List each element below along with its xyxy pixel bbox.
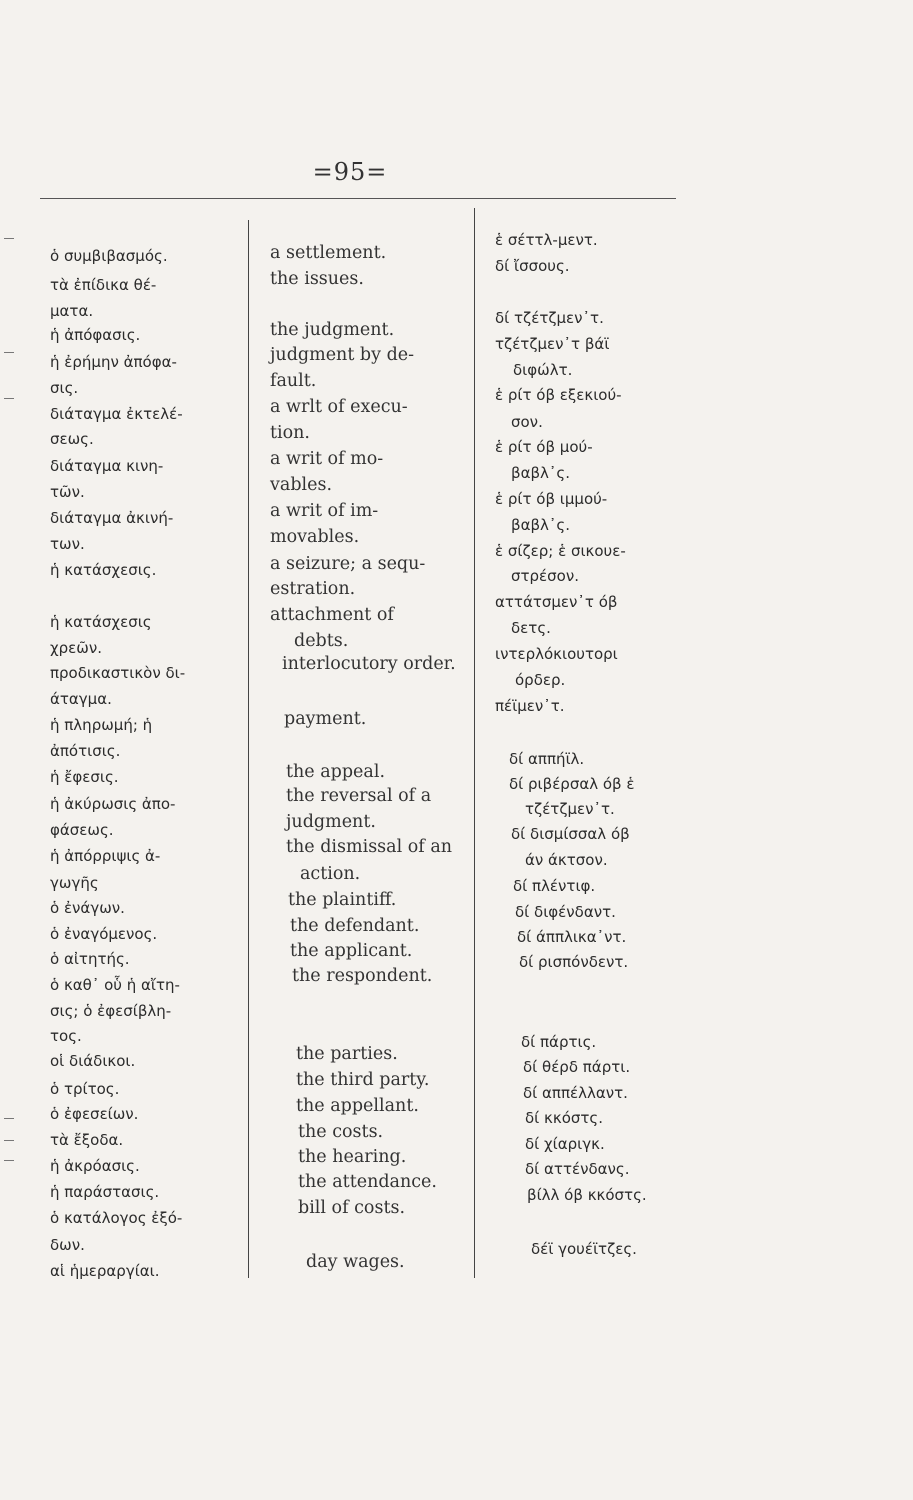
english-line: payment. — [284, 709, 367, 729]
translit-line: διφώλτ. — [513, 361, 573, 379]
translit-line: δετς. — [511, 619, 551, 637]
greek-line: φάσεως. — [50, 821, 114, 839]
greek-line: ὁ ἐνάγων. — [50, 899, 125, 917]
greek-line: ἡ ἔφεσις. — [50, 768, 119, 786]
translit-line: δί ρισπόνδεντ. — [519, 953, 629, 971]
greek-line: ἡ παράστασις. — [50, 1183, 160, 1201]
translit-line: δί θέρδ πάρτι. — [523, 1058, 631, 1076]
translit-line: ιντερλόκιουτορι — [495, 645, 618, 663]
translit-line: δί άππλικα᾽ντ. — [517, 928, 627, 946]
english-line: attachment of — [270, 605, 394, 625]
english-line: movables. — [270, 527, 360, 547]
translit-line: βίλλ όβ κκόστς. — [527, 1186, 647, 1204]
column-divider-left — [248, 220, 249, 1278]
translit-line: δί πάρτις. — [521, 1033, 597, 1051]
greek-line: διάταγμα ἐκτελέ- — [50, 405, 183, 423]
english-line: the parties. — [296, 1044, 398, 1064]
english-line: judgment. — [286, 812, 376, 832]
translit-line: δί δισμίσσαλ όβ — [511, 825, 630, 843]
english-line: judgment by de- — [270, 345, 415, 365]
greek-line: ἡ ἀπόρριψις ἀ- — [50, 847, 161, 865]
translit-line: βαβλ᾽ς. — [511, 464, 570, 482]
english-line: estration. — [270, 579, 356, 599]
greek-line: ἡ πληρωμή; ἡ — [50, 716, 153, 734]
greek-line: άταγμα. — [50, 690, 112, 708]
greek-line: ἡ ἀπόφασις. — [50, 326, 141, 344]
translit-line: στρέσον. — [511, 567, 579, 585]
greek-line: σις; ὁ ἐφεσίβλη- — [50, 1002, 172, 1020]
translit-line: δί αππήϊλ. — [509, 750, 585, 768]
english-line: the hearing. — [298, 1147, 407, 1167]
header-rule — [40, 198, 676, 199]
greek-line: ἡ ἀκρόασις. — [50, 1157, 140, 1175]
english-line: the reversal of a — [286, 786, 432, 806]
greek-line: προδικαστικὸν δι- — [50, 664, 186, 682]
greek-line: τὰ ἔξοδα. — [50, 1131, 124, 1149]
english-line: a writ of mo- — [270, 449, 384, 469]
greek-line: ὁ συμβιβασμός. — [50, 247, 168, 265]
english-line: a wrlt of execu- — [270, 397, 408, 417]
translit-line: τζέτζμεν᾽τ. — [525, 800, 615, 818]
english-line: fault. — [270, 371, 317, 391]
greek-line: διάταγμα κινη- — [50, 457, 164, 475]
greek-line: τῶν. — [50, 483, 85, 501]
translit-line: τζέτζμεν᾽τ βάϊ — [495, 335, 610, 353]
translit-line: δί κκόστς. — [525, 1109, 603, 1127]
translit-line: δί χίαριγκ. — [525, 1135, 605, 1153]
translit-line: ἑ ρίτ όβ ιμμού- — [495, 490, 608, 508]
translit-line: ἑ ρίτ όβ μού- — [495, 438, 593, 456]
english-line: the costs. — [298, 1122, 384, 1142]
column-divider-right — [474, 208, 475, 1278]
translit-line: δί ριβέρσαλ όβ ἑ — [509, 775, 635, 793]
translit-line: δέϊ γουέϊτζες. — [531, 1240, 637, 1258]
english-line: the appeal. — [286, 762, 386, 782]
english-line: the third party. — [296, 1070, 430, 1090]
translit-line: ἑ σέττλ-μεντ. — [495, 231, 598, 249]
english-line: a writ of im- — [270, 501, 379, 521]
greek-line: ὁ καθ᾽ οὗ ἡ αἴτη- — [50, 976, 180, 994]
greek-line: ματα. — [50, 302, 94, 320]
greek-line: ὁ ἐφεσείων. — [50, 1105, 139, 1123]
english-line: the judgment. — [270, 320, 395, 340]
english-line: the defendant. — [290, 916, 420, 936]
translit-line: δί πλέντιφ. — [513, 877, 596, 895]
english-line: a settlement. — [270, 243, 387, 263]
greek-line: σεως. — [50, 430, 94, 448]
translit-line: σον. — [511, 413, 543, 431]
greek-line: τὰ ἐπίδικα θέ- — [50, 276, 157, 294]
greek-line: γωγῆς — [50, 874, 99, 892]
greek-line: τος. — [50, 1027, 82, 1045]
translit-line: δί αττένδανς. — [525, 1160, 630, 1178]
greek-line: ἡ ἀκύρωσις ἀπο- — [50, 795, 176, 813]
english-line: a seizure; a sequ- — [270, 554, 426, 574]
translit-line: δί διφένδαντ. — [515, 903, 616, 921]
translit-line: ἑ ρίτ όβ εξεκιού- — [495, 386, 622, 404]
greek-line: αἱ ἡμεραργίαι. — [50, 1262, 160, 1280]
english-line: the applicant. — [290, 941, 413, 961]
translit-line: άν άκτσον. — [525, 851, 608, 869]
margin-mark — [4, 238, 14, 239]
english-line: bill of costs. — [298, 1198, 406, 1218]
english-line: the issues. — [270, 269, 364, 289]
greek-line: οἱ διάδικοι. — [50, 1052, 136, 1070]
greek-line: ἡ κατάσχεσις — [50, 613, 152, 631]
greek-line: ὁ αἰτητής. — [50, 950, 130, 968]
translit-line: δί αππέλλαντ. — [523, 1084, 628, 1102]
translit-line: δί τζέτζμεν᾽τ. — [495, 309, 604, 327]
page-number: =95= — [312, 158, 388, 186]
margin-mark — [4, 1140, 14, 1141]
english-line: tion. — [270, 423, 310, 443]
greek-line: ἡ ἐρήμην ἀπόφα- — [50, 353, 177, 371]
greek-line: διάταγμα ἀκινή- — [50, 509, 174, 527]
english-line: debts. — [294, 631, 349, 651]
margin-mark — [4, 352, 14, 353]
greek-line: των. — [50, 535, 85, 553]
margin-mark — [4, 398, 14, 399]
translit-line: δί ἴσσους. — [495, 257, 570, 275]
english-line: vables. — [270, 475, 333, 495]
greek-line: ὁ τρίτος. — [50, 1080, 120, 1098]
translit-line: βαβλ᾽ς. — [511, 516, 570, 534]
english-line: interlocutory order. — [282, 654, 456, 674]
translit-line: αττάτσμεν᾽τ όβ — [495, 593, 618, 611]
greek-line: ἀπότισις. — [50, 742, 121, 760]
english-line: the attendance. — [298, 1172, 437, 1192]
translit-line: ἑ σίζερ; ἑ σικουε- — [495, 542, 626, 560]
margin-mark — [4, 1160, 14, 1161]
english-line: the respondent. — [292, 966, 433, 986]
english-line: the plaintiff. — [288, 890, 397, 910]
translit-line: όρδερ. — [515, 671, 566, 689]
greek-line: ἡ κατάσχεσις. — [50, 561, 157, 579]
greek-line: σις. — [50, 379, 79, 397]
greek-line: ὁ ἐναγόμενος. — [50, 925, 158, 943]
translit-line: πέϊμεν᾽τ. — [495, 697, 565, 715]
greek-line: δων. — [50, 1236, 85, 1254]
english-line: the appellant. — [296, 1096, 419, 1116]
greek-line: ὁ κατάλογος ἐξό- — [50, 1209, 183, 1227]
english-line: day wages. — [306, 1252, 405, 1272]
english-line: the dismissal of an — [286, 837, 453, 857]
english-line: action. — [300, 864, 361, 884]
greek-line: χρεῶν. — [50, 639, 103, 657]
margin-mark — [4, 1118, 14, 1119]
